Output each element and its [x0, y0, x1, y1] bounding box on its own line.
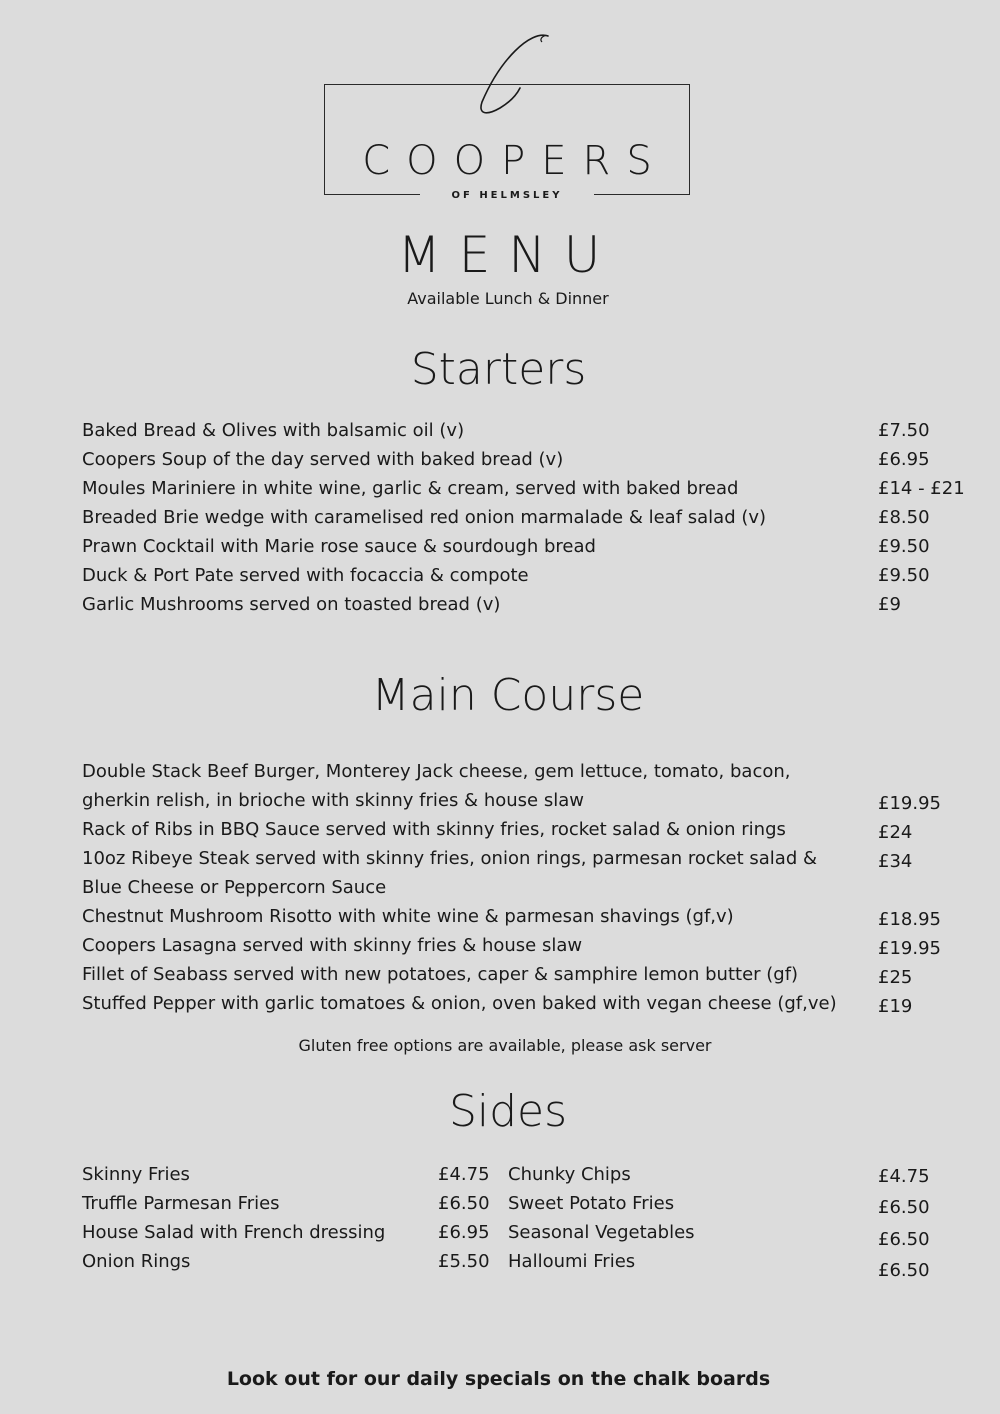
starter-price: £9.50 — [878, 565, 930, 586]
starter-price: £9 — [878, 594, 901, 615]
brand-subtitle: OF HELMSLEY — [451, 190, 563, 201]
main-price: £19.95 — [878, 793, 941, 814]
main-item-line: Blue Cheese or Peppercorn Sauce — [82, 877, 387, 898]
starter-price: £7.50 — [878, 420, 930, 441]
main-item-line: Coopers Lasagna served with skinny fries & house slaw — [82, 935, 583, 956]
gluten-free-note: Gluten free options are available, please ask server — [298, 1036, 712, 1055]
starter-price: £9.50 — [878, 536, 930, 557]
main-price: £19 — [878, 996, 913, 1017]
side-item: Truffle Parmesan Fries — [82, 1193, 280, 1214]
side-price: £6.50 — [438, 1193, 490, 1214]
specials-footer: Look out for our daily specials on the chalk boards — [226, 1368, 771, 1390]
side-item: House Salad with French dressing — [82, 1222, 386, 1243]
main-item-line: Chestnut Mushroom Risotto with white wine & parmesan shavings (gf,v) — [82, 906, 734, 927]
side-price: £5.50 — [438, 1251, 490, 1272]
starter-item: Baked Bread & Olives with balsamic oil (v) — [82, 420, 465, 441]
main-item-line: Fillet of Seabass served with new potatoes, caper & samphire lemon butter (gf) — [82, 964, 799, 985]
brand-name: COOPERS — [362, 138, 668, 184]
starter-item: Breaded Brie wedge with caramelised red onion marmalade & leaf salad (v) — [82, 507, 767, 528]
side-price: £4.75 — [878, 1166, 930, 1187]
side-item: Chunky Chips — [508, 1164, 631, 1185]
side-item: Skinny Fries — [82, 1164, 190, 1185]
side-price: £6.50 — [878, 1260, 930, 1281]
main-item-line: Rack of Ribs in BBQ Sauce served with skinny fries, rocket salad & onion rings — [82, 819, 786, 840]
main-price: £34 — [878, 851, 913, 872]
side-item: Seasonal Vegetables — [508, 1222, 695, 1243]
logo-script-c — [460, 30, 560, 120]
starter-price: £6.95 — [878, 449, 930, 470]
main-item-line: 10oz Ribeye Steak served with skinny fries, onion rings, parmesan rocket salad & — [82, 848, 818, 869]
starter-price: £14 - £21 — [878, 478, 965, 499]
side-price: £6.50 — [878, 1197, 930, 1218]
starter-item: Duck & Port Pate served with focaccia & compote — [82, 565, 529, 586]
side-item: Sweet Potato Fries — [508, 1193, 675, 1214]
starters-heading: Starters — [410, 344, 587, 395]
menu-title: MENU — [397, 226, 619, 284]
main-price: £19.95 — [878, 938, 941, 959]
main-item-line: Double Stack Beef Burger, Monterey Jack cheese, gem lettuce, tomato, bacon, — [82, 761, 791, 782]
side-price: £6.50 — [878, 1229, 930, 1250]
starter-item: Coopers Soup of the day served with baked bread (v) — [82, 449, 564, 470]
menu-availability: Available Lunch & Dinner — [407, 289, 609, 308]
main-price: £24 — [878, 822, 913, 843]
main-course-heading: Main Course — [371, 670, 645, 721]
starter-price: £8.50 — [878, 507, 930, 528]
main-price: £18.95 — [878, 909, 941, 930]
starter-item: Prawn Cocktail with Marie rose sauce & sourdough bread — [82, 536, 596, 557]
side-price: £6.95 — [438, 1222, 490, 1243]
starter-item: Moules Mariniere in white wine, garlic & cream, served with baked bread — [82, 478, 739, 499]
side-price: £4.75 — [438, 1164, 490, 1185]
main-price: £25 — [878, 967, 913, 988]
side-item: Onion Rings — [82, 1251, 191, 1272]
sides-heading: Sides — [448, 1086, 568, 1137]
main-item-line: Stuffed Pepper with garlic tomatoes & onion, oven baked with vegan cheese (gf,ve) — [82, 993, 837, 1014]
starter-item: Garlic Mushrooms served on toasted bread (v) — [82, 594, 501, 615]
side-item: Halloumi Fries — [508, 1251, 636, 1272]
main-item-line: gherkin relish, in brioche with skinny fries & house slaw — [82, 790, 584, 811]
